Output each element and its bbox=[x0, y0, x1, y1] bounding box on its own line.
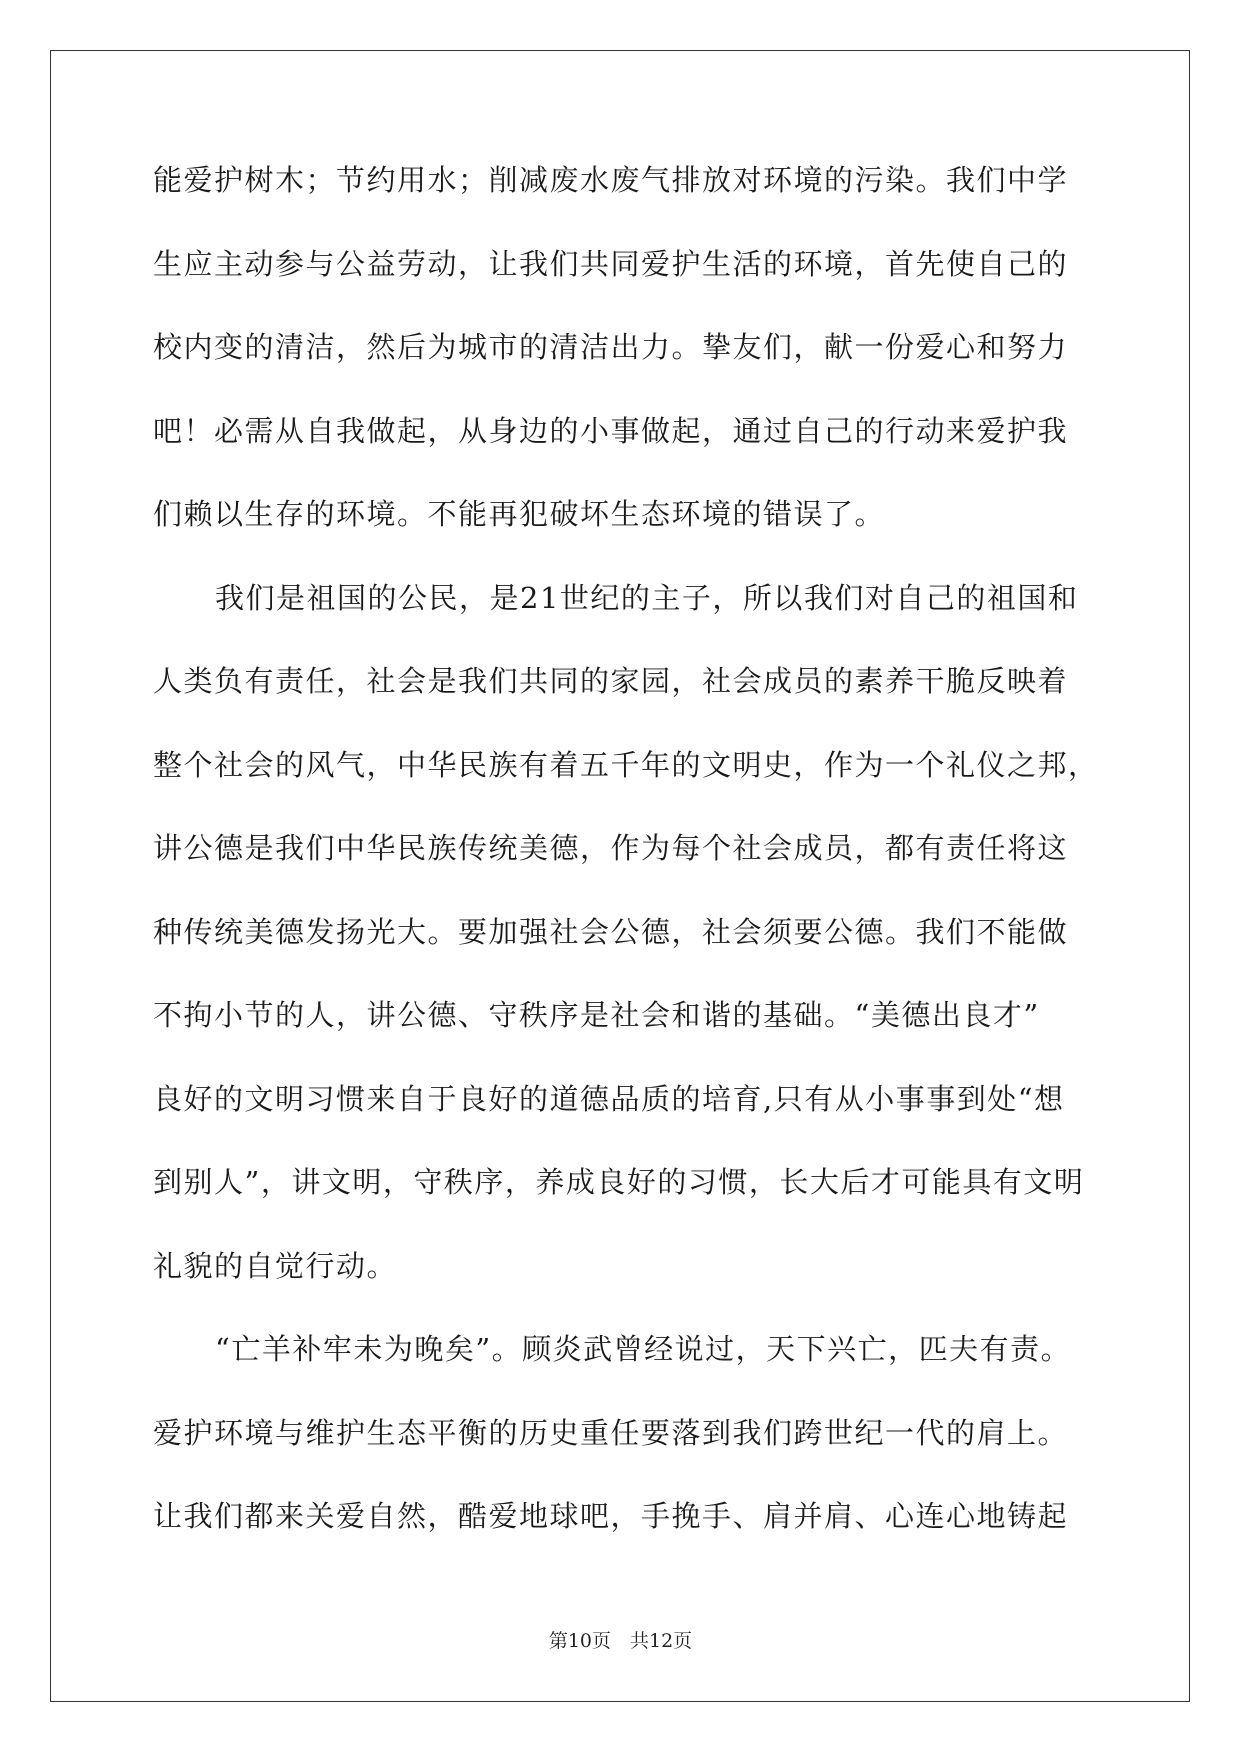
text-line: 到别人”，讲文明，守秩序，养成良好的习惯，长大后才可能具有文明 bbox=[153, 1165, 1085, 1199]
text-line: 们赖以生存的环境。不能再犯破坏生态环境的错误了。 bbox=[153, 497, 886, 531]
text-line: 不拘小节的人，讲公德、守秩序是社会和谐的基础。“美德出良才” bbox=[153, 998, 1040, 1032]
text-line: 生应主动参与公益劳动，让我们共同爱护生活的环境，首先使自己的 bbox=[153, 246, 1069, 281]
text-line: 让我们都来关爱自然，酷爱地球吧，手挽手、肩并肩、心连心地铸起 bbox=[153, 1499, 1069, 1533]
text-line: 爱护环境与维护生态平衡的历史重任要落到我们跨世纪一代的肩上。 bbox=[153, 1415, 1069, 1450]
paragraph-start-line: “亡羊补牢未为晚矣”。顾炎武曾经说过，天下兴亡，匹夫有责。 bbox=[215, 1332, 1072, 1366]
text-line: 人类负有责任，社会是我们共同的家园，社会成员的素养干脆反映着 bbox=[153, 664, 1069, 698]
paragraph-start-line: 我们是祖国的公民，是21世纪的主子，所以我们对自己的祖国和 bbox=[215, 580, 1079, 615]
text-line: 种传统美德发扬光大。要加强社会公德，社会须要公德。我们不能做 bbox=[153, 914, 1069, 949]
text-line: 礼貌的自觉行动。 bbox=[153, 1248, 398, 1283]
text-line: 校内变的清洁，然后为城市的清洁出力。挚友们，献一份爱心和努力 bbox=[153, 330, 1069, 364]
text-line: 整个社会的风气，中华民族有着五千年的文明史，作为一个礼仪之邦， bbox=[153, 747, 1099, 782]
document-body bbox=[153, 160, 1099, 1580]
text-line: 良好的文明习惯来自于良好的道德品质的培育,只有从小事事到处“想 bbox=[153, 1081, 1065, 1116]
text-line: 能爱护树木；节约用水；削减废水废气排放对环境的污染。我们中学 bbox=[153, 163, 1069, 197]
text-line: 吧！必需从自我做起，从身边的小事做起，通过自己的行动来爱护我 bbox=[153, 413, 1069, 448]
text-line: 讲公德是我们中华民族传统美德，作为每个社会成员，都有责任将这 bbox=[153, 831, 1069, 865]
page-number: 第10页 共12页 bbox=[548, 1630, 693, 1652]
